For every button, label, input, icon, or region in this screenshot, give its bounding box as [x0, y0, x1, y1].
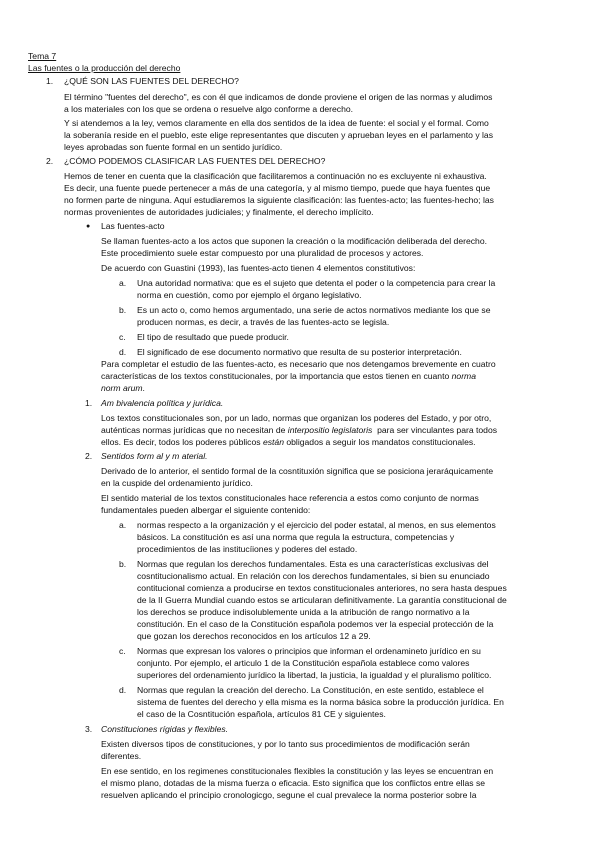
paragraph-line: Y si atendemos a la ley, vemos claramente en ella dos sentidos de la idea de fuente: el social y el formal. Como — [64, 118, 489, 128]
list-item-line: Normas que expresan los valores o principios que informan el ordenamineto jurídico en su — [137, 646, 481, 656]
section-1-number: 1. — [46, 76, 54, 86]
list-item-line: El significado de ese documento normativo que resulta de su posterior interpretación. — [137, 347, 462, 357]
paragraph-line: en la cuspide del ordenamiento jurídico. — [101, 478, 253, 488]
paragraph-line: Hemos de tener en cuenta que la clasificación que facilitaremos a continuación no es excluyente ni exhaustiva. — [64, 171, 487, 181]
bullet-title: Las fuentes-acto — [101, 221, 165, 231]
paragraph-line: En ese sentido, en los regimenes constitucionales flexibles la constitución y las leyes se encuentran en — [101, 766, 494, 776]
paragraph-line: Se llaman fuentes-acto a los actos que suponen la creación o la modificación deliberada del derecho. — [101, 236, 488, 246]
section-2-number: 2. — [46, 156, 54, 166]
topic-title: Tema 7 — [28, 51, 57, 61]
list-marker: a. — [119, 278, 127, 288]
paragraph-line: leyes aprobadas son fuente formal en un sentido jurídico. — [64, 142, 283, 152]
list-item-line: constitución. En el caso de la Constitución española podemos ver la especial protección de la — [137, 619, 494, 629]
list-item-line: sistema de fuentes del derecho y ella misma es la norma básica sobre la producción jurídica. En — [137, 697, 504, 707]
list-item-line: contitucional comienza a producirse en textos constitucionales anteriores, no sera hasta despues — [137, 583, 507, 593]
list-marker: a. — [119, 520, 127, 530]
bullet-icon: ● — [86, 223, 91, 230]
list-item-line: Es un acto o, como hemos argumentado, una serie de actos normativos mediante los que se — [137, 305, 491, 315]
paragraph-line: resuelven aplicando el principio cronologicgo, segune el cual prevalece la norma posterior sobre la — [101, 790, 477, 800]
subsection-heading: Constituciones rígidas y flexibles. — [101, 724, 229, 734]
list-item-line: Normas que regulan la creación del derecho. La Constitución, en este sentido, establece el — [137, 685, 484, 695]
list-number: 1. — [85, 398, 93, 408]
list-item-line: de la II Guerra Mundial cuando estos se articularan definitivamente. La garantía constitucional de — [137, 595, 507, 605]
paragraph-line: no formen parte de ninguna. Aquí estudiaremos la siguiente clasificación: las fuentes-acto; las fuentes-hecho; las — [64, 195, 494, 205]
paragraph-line: la soberanía reside en el pueblo, este elige representantes que discuten y aprueban leyes en el parlamento y las — [64, 130, 494, 140]
list-item-line: los derechos se produce indisolublemente unida a la atribución de rango normativo a la — [137, 607, 470, 617]
paragraph-line: características de los textos constitucionales, por la importancia que estos tienen en cuanto norma — [101, 371, 476, 381]
list-item-line: superiores del ordenamiento jurídico la libertad, la justicia, la igualdad y el pluralismo político. — [137, 670, 492, 680]
list-item-line: El tipo de resultado que puede producir. — [137, 332, 289, 342]
paragraph-line: ellos. Es decir, todos los poderes públicos están obligados a seguir los mandatos constitucionales. — [101, 437, 476, 447]
paragraph-line: Para completar el estudio de las fuentes-acto, es necesario que nos detengamos brevemente en cuatro — [101, 359, 496, 369]
list-item-line: cosntitucionalismo actual. En relación con los derechos fundamentales, si bien su enunciado — [137, 571, 490, 581]
paragraph-line: Este procedimiento suele estar compuesto por una pluralidad de procesos y actores. — [101, 248, 424, 258]
paragraph-line: auténticas normas jurídicas que no necesitan de interpositio legislatoris para ser vinculantes para todos — [101, 425, 498, 435]
paragraph-line: De acuerdo con Guastini (1993), las fuentes-acto tienen 4 elementos constitutivos: — [101, 263, 416, 273]
list-marker: c. — [119, 332, 126, 342]
list-item-line: norma en cuestión, como por ejemplo el órgano legislativo. — [137, 290, 362, 300]
list-item-line: producen normas, es decir, a través de las fuentes-acto se legisla. — [137, 317, 390, 327]
list-item-line: normas respecto a la organización y el ejercicio del poder estatal, al menos, en sus elementos — [137, 520, 496, 530]
list-item-line: Normas que regulan los derechos fundamentales. Esta es una características exclusivas del — [137, 559, 489, 569]
list-marker: b. — [119, 559, 127, 569]
paragraph-line: Existen diversos tipos de constituciones, y por lo tanto sus procedimientos de modificación serán — [101, 739, 470, 749]
list-marker: b. — [119, 305, 127, 315]
document-subtitle: Las fuentes o la producción del derecho — [28, 63, 181, 73]
list-item-line: conjunto. Por ejemplo, el articulo 1 de la Constitución española establece como valores — [137, 658, 470, 668]
section-2-heading: ¿CÓMO PODEMOS CLASIFICAR LAS FUENTES DEL DERECHO? — [64, 156, 326, 166]
paragraph-line: norm arum. — [101, 383, 145, 393]
paragraph-line: El sentido material de los textos constitucionales hace referencia a estos como conjunto de normas — [101, 493, 479, 503]
subsection-heading: Sentidos form al y m aterial. — [101, 451, 208, 461]
paragraph-line: Es decir, una fuente puede pertenecer a más de una categoría, y al mismo tiempo, puede que haya fuentes que — [64, 183, 491, 193]
paragraph-line: fundamentales pueden albergar el siguiente contenido: — [101, 505, 311, 515]
paragraph-line: el mismo plano, dotadas de la misma fuerza o eficacia. Esto significa que los conflictos entre ellas se — [101, 778, 486, 788]
list-marker: d. — [119, 347, 127, 357]
list-item-line: Una autoridad normativa: que es el sujeto que detenta el poder o la competencia para crear la — [137, 278, 496, 288]
paragraph-line: Derivado de lo anterior, el sentido formal de la cosntituxión significa que se posiciona jeraráquicamente — [101, 466, 494, 476]
paragraph-line: normas provenientes de autoridades judiciales; y finalmente, el derecho implícito. — [64, 207, 374, 217]
section-1-heading: ¿QUÉ SON LAS FUENTES DEL DERECHO? — [64, 76, 239, 86]
paragraph-line: a los materiales con los que se ordena o resuelve algo conforme a derecho. — [64, 104, 354, 114]
list-marker: c. — [119, 646, 126, 656]
subsection-heading: Am bivalencia política y jurídica. — [101, 398, 224, 408]
paragraph-line: diferentes. — [101, 751, 142, 761]
list-item-line: el caso de la Cosntitución española, artículos 81 CE y siguientes. — [137, 709, 386, 719]
list-number: 3. — [85, 724, 93, 734]
list-item-line: procedimientos de las institucíiones y poderes del estado. — [137, 544, 358, 554]
list-marker: d. — [119, 685, 127, 695]
list-item-line: básicos. La constitución es así una norma que regula la estructura, competencias y — [137, 532, 455, 542]
paragraph-line: Los textos constitucionales son, por un lado, normas que organizan los poderes del Estado, y por otro, — [101, 413, 492, 423]
paragraph-line: El término "fuentes del derecho", es con él que indicamos de donde proviene el origen de las normas y aludimos — [64, 92, 493, 102]
list-item-line: que gozan los derechos reconocidos en los artículos 12 a 29. — [137, 631, 371, 641]
list-number: 2. — [85, 451, 93, 461]
